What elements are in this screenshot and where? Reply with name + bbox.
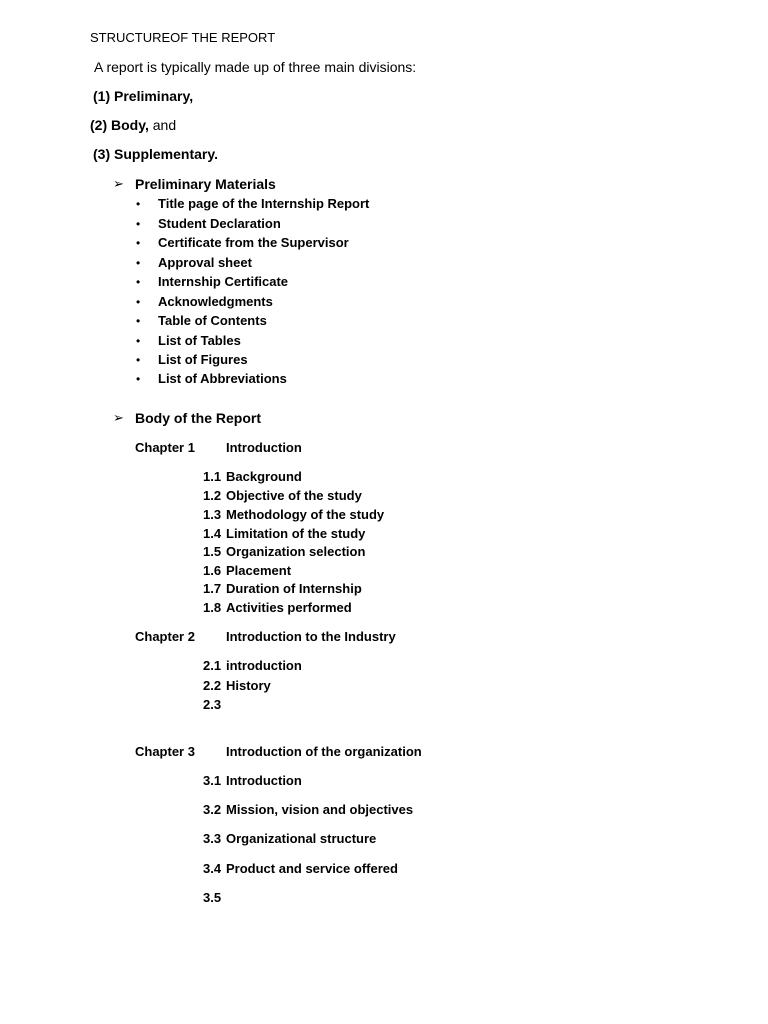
list-item: Internship Certificate bbox=[158, 274, 289, 289]
chapter-label: Chapter 3 bbox=[135, 744, 195, 759]
document-title: STRUCTUREOF THE REPORT bbox=[90, 30, 276, 45]
section-number: 3.1 bbox=[203, 773, 222, 788]
section-title: Organization selection bbox=[226, 544, 366, 559]
list-item: Table of Contents bbox=[158, 313, 267, 328]
list-item: Approval sheet bbox=[158, 255, 252, 270]
arrow-bullet-icon: ➢ bbox=[113, 410, 124, 425]
section-number: 3.5 bbox=[203, 890, 222, 905]
chapter-title: Introduction to the Industry bbox=[226, 629, 396, 644]
intro-text: A report is typically made up of three main divisions: bbox=[94, 59, 417, 75]
division-suffix: and bbox=[148, 117, 177, 133]
bullet-icon: • bbox=[136, 275, 141, 289]
section-title: Mission, vision and objectives bbox=[226, 802, 414, 817]
division-label: (2) Body, bbox=[90, 117, 149, 133]
section-number: 2.1 bbox=[203, 658, 222, 673]
section-number: 3.2 bbox=[203, 802, 222, 817]
list-item: Student Declaration bbox=[158, 216, 281, 231]
list-item: Certificate from the Supervisor bbox=[158, 235, 349, 250]
list-item: Acknowledgments bbox=[158, 294, 273, 309]
section-title: Objective of the study bbox=[226, 488, 362, 503]
bullet-icon: • bbox=[136, 295, 141, 309]
section-title: Background bbox=[226, 469, 302, 484]
section-number: 2.2 bbox=[203, 678, 222, 693]
section-number: 3.3 bbox=[203, 831, 222, 846]
bullet-icon: • bbox=[136, 353, 141, 367]
section-number: 1.2 bbox=[203, 488, 222, 503]
section-title: introduction bbox=[226, 658, 302, 673]
bullet-icon: • bbox=[136, 236, 141, 250]
chapter-label: Chapter 1 bbox=[135, 440, 195, 455]
list-item: List of Abbreviations bbox=[158, 371, 287, 386]
bullet-icon: • bbox=[136, 197, 141, 211]
section-title: Introduction bbox=[226, 773, 302, 788]
chapter-label: Chapter 2 bbox=[135, 629, 195, 644]
chapter-title: Introduction bbox=[226, 440, 302, 455]
section-title: Limitation of the study bbox=[226, 526, 366, 541]
section-title: Placement bbox=[226, 563, 292, 578]
section-number: 1.4 bbox=[203, 526, 222, 541]
arrow-bullet-icon: ➢ bbox=[113, 176, 124, 191]
section-title: History bbox=[226, 678, 271, 693]
list-item: List of Figures bbox=[158, 352, 248, 367]
bullet-icon: • bbox=[136, 217, 141, 231]
bullet-icon: • bbox=[136, 314, 141, 328]
bullet-icon: • bbox=[136, 334, 141, 348]
division-label: (1) Preliminary, bbox=[93, 88, 194, 104]
body-heading: Body of the Report bbox=[135, 410, 261, 426]
section-title: Methodology of the study bbox=[226, 507, 385, 522]
division-supplementary bbox=[93, 147, 218, 161]
section-number: 3.4 bbox=[203, 861, 222, 876]
section-title: Product and service offered bbox=[226, 861, 398, 876]
section-number: 1.5 bbox=[203, 544, 222, 559]
list-item: List of Tables bbox=[158, 333, 241, 348]
division-preliminary bbox=[93, 89, 193, 103]
section-title: Organizational structure bbox=[226, 831, 377, 846]
division-body bbox=[90, 118, 176, 132]
preliminary-heading: Preliminary Materials bbox=[135, 176, 276, 192]
bullet-icon: • bbox=[136, 372, 141, 386]
section-number: 1.3 bbox=[203, 507, 222, 522]
section-number: 1.8 bbox=[203, 600, 222, 615]
bullet-icon: • bbox=[136, 256, 141, 270]
section-title: Activities performed bbox=[226, 600, 352, 615]
division-label: (3) Supplementary. bbox=[93, 146, 218, 162]
section-number: 1.7 bbox=[203, 581, 222, 596]
section-title: Duration of Internship bbox=[226, 581, 362, 596]
chapter-title: Introduction of the organization bbox=[226, 744, 422, 759]
section-number: 1.1 bbox=[203, 469, 222, 484]
section-number: 1.6 bbox=[203, 563, 222, 578]
section-number: 2.3 bbox=[203, 697, 222, 712]
list-item: Title page of the Internship Report bbox=[158, 196, 370, 211]
